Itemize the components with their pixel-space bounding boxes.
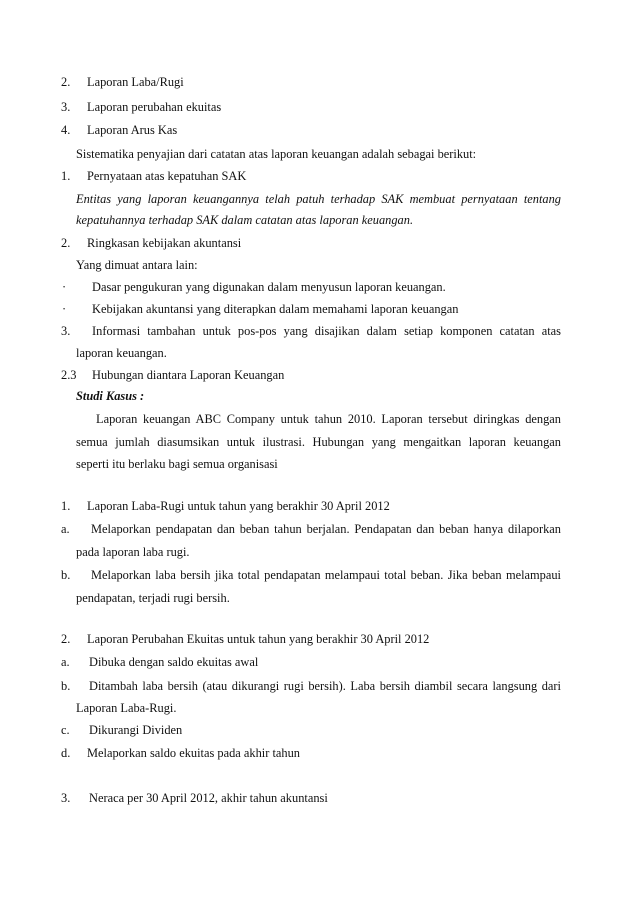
list-item-text: Informasi tambahan untuk pos-pos yang disajikan dalam setiap komponen catatan atas bbox=[92, 324, 561, 338]
paragraph-line: laporan keuangan. bbox=[76, 346, 167, 360]
paragraph-line: Entitas yang laporan keuangannya telah patuh terhadap SAK membuat pernyataan tentang bbox=[76, 192, 561, 206]
list-letter: d. bbox=[61, 746, 71, 760]
list-item-text: Melaporkan pendapatan dan beban tahun berjalan. Pendapatan dan beban hanya dilaporkan bbox=[91, 522, 561, 536]
bullet: · bbox=[62, 302, 67, 316]
list-item-text: Laporan Laba-Rugi untuk tahun yang berakhir 30 April 2012 bbox=[87, 499, 390, 513]
case-study-heading: Studi Kasus : bbox=[76, 389, 145, 403]
list-letter: a. bbox=[61, 655, 70, 669]
list-item-text: Laporan perubahan ekuitas bbox=[87, 100, 222, 114]
list-number: 3. bbox=[61, 324, 71, 338]
paragraph-line: Sistematika penyajian dari catatan atas laporan keuangan adalah sebagai berikut: bbox=[76, 147, 477, 161]
list-letter: b. bbox=[61, 568, 71, 582]
list-number: 4. bbox=[61, 123, 71, 137]
paragraph-line: pada laporan laba rugi. bbox=[76, 545, 190, 559]
paragraph-line: semua jumlah diasumsikan untuk ilustrasi. Hubungan yang mengaitkan laporan keuangan bbox=[76, 435, 561, 449]
list-number: 3. bbox=[61, 100, 71, 114]
list-item-text: Laporan Arus Kas bbox=[87, 123, 178, 137]
list-number: 2. bbox=[61, 236, 71, 250]
list-item-text: Pernyataan atas kepatuhan SAK bbox=[87, 169, 247, 183]
list-item-text: Dikurangi Dividen bbox=[89, 723, 183, 737]
list-item-text: Laporan Laba/Rugi bbox=[87, 75, 184, 89]
list-letter: c. bbox=[61, 723, 70, 737]
list-item-text: Neraca per 30 April 2012, akhir tahun akuntansi bbox=[89, 791, 328, 805]
paragraph-line: Yang dimuat antara lain: bbox=[76, 258, 198, 272]
list-number: 2. bbox=[61, 632, 71, 646]
list-item-text: Kebijakan akuntansi yang diterapkan dalam memahami laporan keuangan bbox=[92, 302, 459, 316]
list-item-text: Ditambah laba bersih (atau dikurangi rugi bersih). Laba bersih diambil secara langsung dari bbox=[89, 679, 561, 693]
paragraph-line: kepatuhannya terhadap SAK dalam catatan atas laporan keuangan. bbox=[76, 213, 414, 227]
bullet: · bbox=[62, 280, 67, 294]
list-number: 2. bbox=[61, 75, 71, 89]
list-item-text: Melaporkan laba bersih jika total pendapatan melampaui total beban. Jika beban melampaui bbox=[91, 568, 561, 582]
list-item-text: Laporan Perubahan Ekuitas untuk tahun yang berakhir 30 April 2012 bbox=[87, 632, 430, 646]
list-item-text: Melaporkan saldo ekuitas pada akhir tahun bbox=[87, 746, 300, 760]
list-item-text: Dibuka dengan saldo ekuitas awal bbox=[89, 655, 259, 669]
list-item-text: Dasar pengukuran yang digunakan dalam menyusun laporan keuangan. bbox=[92, 280, 446, 294]
list-letter: a. bbox=[61, 522, 70, 536]
list-letter: b. bbox=[61, 679, 71, 693]
list-number: 3. bbox=[61, 791, 71, 805]
paragraph-line: Laporan keuangan ABC Company untuk tahun 2010. Laporan tersebut diringkas dengan bbox=[96, 412, 561, 426]
paragraph-line: seperti itu berlaku bagi semua organisasi bbox=[76, 457, 278, 471]
paragraph-line: Laporan Laba-Rugi. bbox=[76, 701, 177, 715]
list-item-text: Ringkasan kebijakan akuntansi bbox=[87, 236, 242, 250]
list-number: 1. bbox=[61, 169, 71, 183]
section-number: 2.3 bbox=[61, 368, 77, 382]
paragraph-line: pendapatan, terjadi rugi bersih. bbox=[76, 591, 230, 605]
section-heading: Hubungan diantara Laporan Keuangan bbox=[92, 368, 285, 382]
list-number: 1. bbox=[61, 499, 71, 513]
